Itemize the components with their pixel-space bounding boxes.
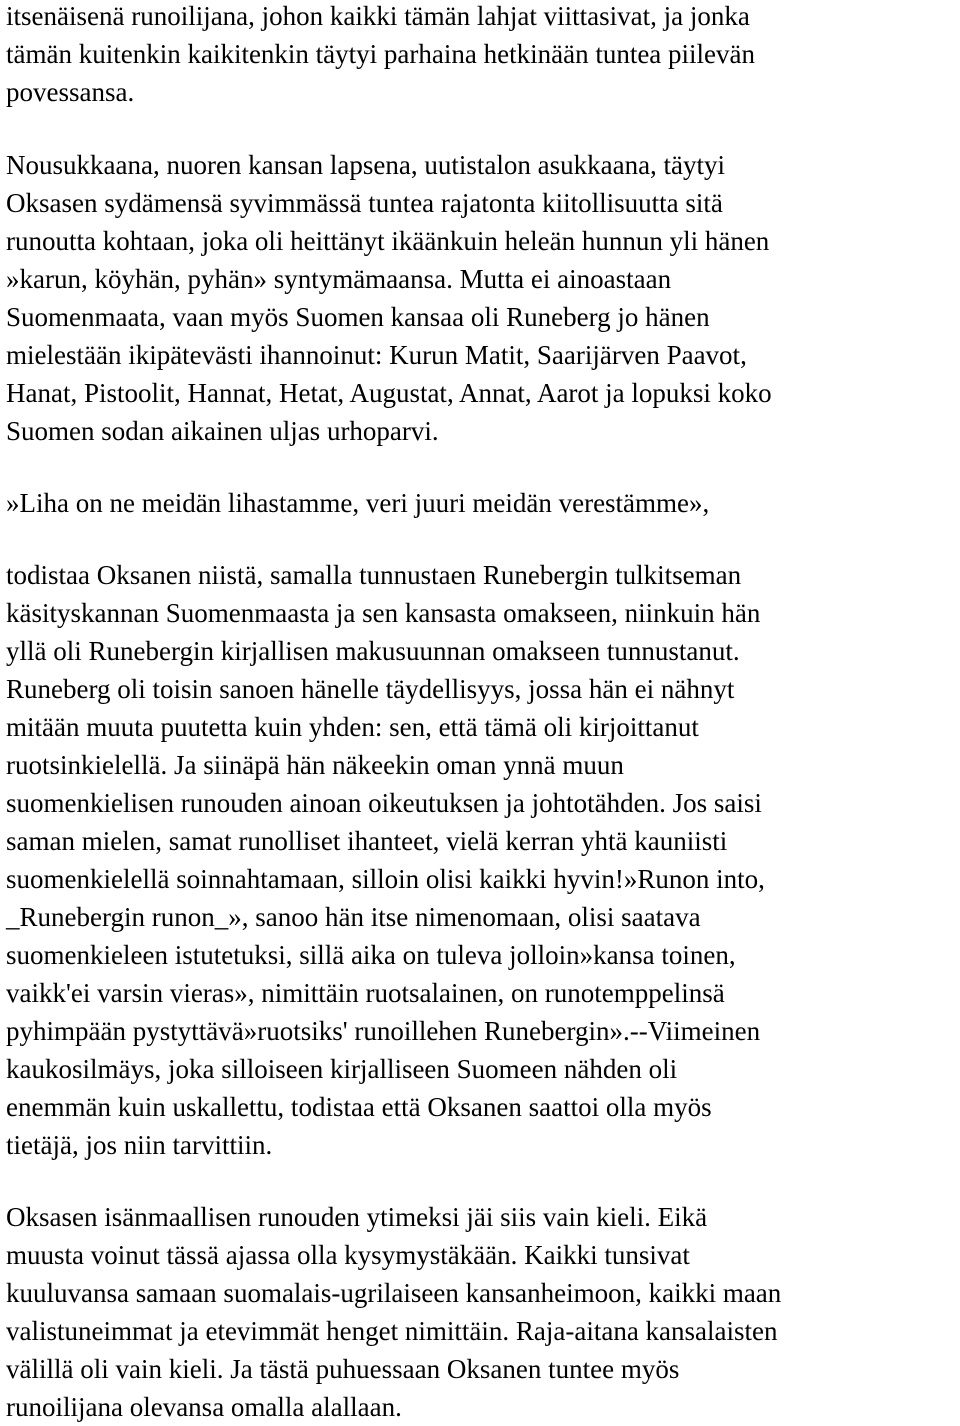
text-line: Suomen sodan aikainen uljas urhoparvi. <box>6 416 439 446</box>
text-line: Oksasen sydämensä syvimmässä tuntea rajatonta kiitollisuutta sitä <box>6 188 723 218</box>
text-line: vaikk'ei varsin vieras», nimittäin ruotsalainen, on runotemppelinsä <box>6 978 725 1008</box>
text-line: suomenkielellä soinnahtamaan, silloin olisi kaikki hyvin!»Runon into, <box>6 864 765 894</box>
text-line: »karun, köyhän, pyhän» syntymämaansa. Mutta ei ainoastaan <box>6 264 672 294</box>
text-line: povessansa. <box>6 77 135 107</box>
text-line: todistaa Oksanen niistä, samalla tunnustaen Runebergin tulkitseman <box>6 560 742 590</box>
text-line: välillä oli vain kieli. Ja tästä puhuessaan Oksanen tuntee myös <box>6 1354 680 1384</box>
text-line: Hanat, Pistoolit, Hannat, Hetat, Augustat, Annat, Aarot ja lopuksi koko <box>6 378 772 408</box>
text-line: _Runebergin runon_», sanoo hän itse nimenomaan, olisi saatava <box>6 902 701 932</box>
text-line: suomenkielisen runouden ainoan oikeutuksen ja johtotähden. Jos saisi <box>6 788 762 818</box>
text-line: kuuluvansa samaan suomalais-ugrilaiseen kansanheimoon, kaikki maan <box>6 1278 782 1308</box>
text-line: valistuneimmat ja etevimmät henget nimittäin. Raja-aitana kansalaisten <box>6 1316 778 1346</box>
text-line: tämän kuitenkin kaikitenkin täytyi parhaina hetkinään tuntea piilevän <box>6 39 756 69</box>
text-line: pyhimpään pystyttävä»ruotsiks' runoillehen Runebergin».--Viimeinen <box>6 1016 761 1046</box>
text-line: runoutta kohtaan, joka oli heittänyt ikäänkuin heleän hunnun yli hänen <box>6 226 770 256</box>
text-line: itsenäisenä runoilijana, johon kaikki tämän lahjat viittasivat, ja jonka <box>6 1 750 31</box>
text-line: runoilijana olevansa omalla alallaan. <box>6 1392 402 1422</box>
text-line: mielestään ikipätevästi ihannoinut: Kurun Matit, Saarijärven Paavot, <box>6 340 747 370</box>
text-line: suomenkieleen istutetuksi, sillä aika on tuleva jolloin»kansa toinen, <box>6 940 736 970</box>
text-line: mitään muuta puutetta kuin yhden: sen, että tämä oli kirjoittanut <box>6 712 699 742</box>
text-line: Oksasen isänmaallisen runouden ytimeksi jäi siis vain kieli. Eikä <box>6 1202 708 1232</box>
text-line: tietäjä, jos niin tarvittiin. <box>6 1130 273 1160</box>
text-line: Runeberg oli toisin sanoen hänelle täydellisyys, jossa hän ei nähnyt <box>6 674 735 704</box>
text-line: Nousukkaana, nuoren kansan lapsena, uutistalon asukkaana, täytyi <box>6 150 726 180</box>
text-line: yllä oli Runebergin kirjallisen makusuunnan omakseen tunnustanut. <box>6 636 740 666</box>
text-line: muusta voinut tässä ajassa olla kysymystäkään. Kaikki tunsivat <box>6 1240 690 1270</box>
text-line: Suomenmaata, vaan myös Suomen kansaa oli Runeberg jo hänen <box>6 302 710 332</box>
text-line: saman mielen, samat runolliset ihanteet, vielä kerran yhtä kauniisti <box>6 826 728 856</box>
text-line: ruotsinkielellä. Ja siinäpä hän näkeekin oman ynnä muun <box>6 750 624 780</box>
text-line: käsityskannan Suomenmaasta ja sen kansasta omakseen, niinkuin hän <box>6 598 761 628</box>
text-line: kaukosilmäys, joka silloiseen kirjalliseen Suomeen nähden oli <box>6 1054 678 1084</box>
text-line: enemmän kuin uskallettu, todistaa että Oksanen saattoi olla myös <box>6 1092 712 1122</box>
quote-line: »Liha on ne meidän lihastamme, veri juuri meidän verestämme», <box>6 488 710 518</box>
